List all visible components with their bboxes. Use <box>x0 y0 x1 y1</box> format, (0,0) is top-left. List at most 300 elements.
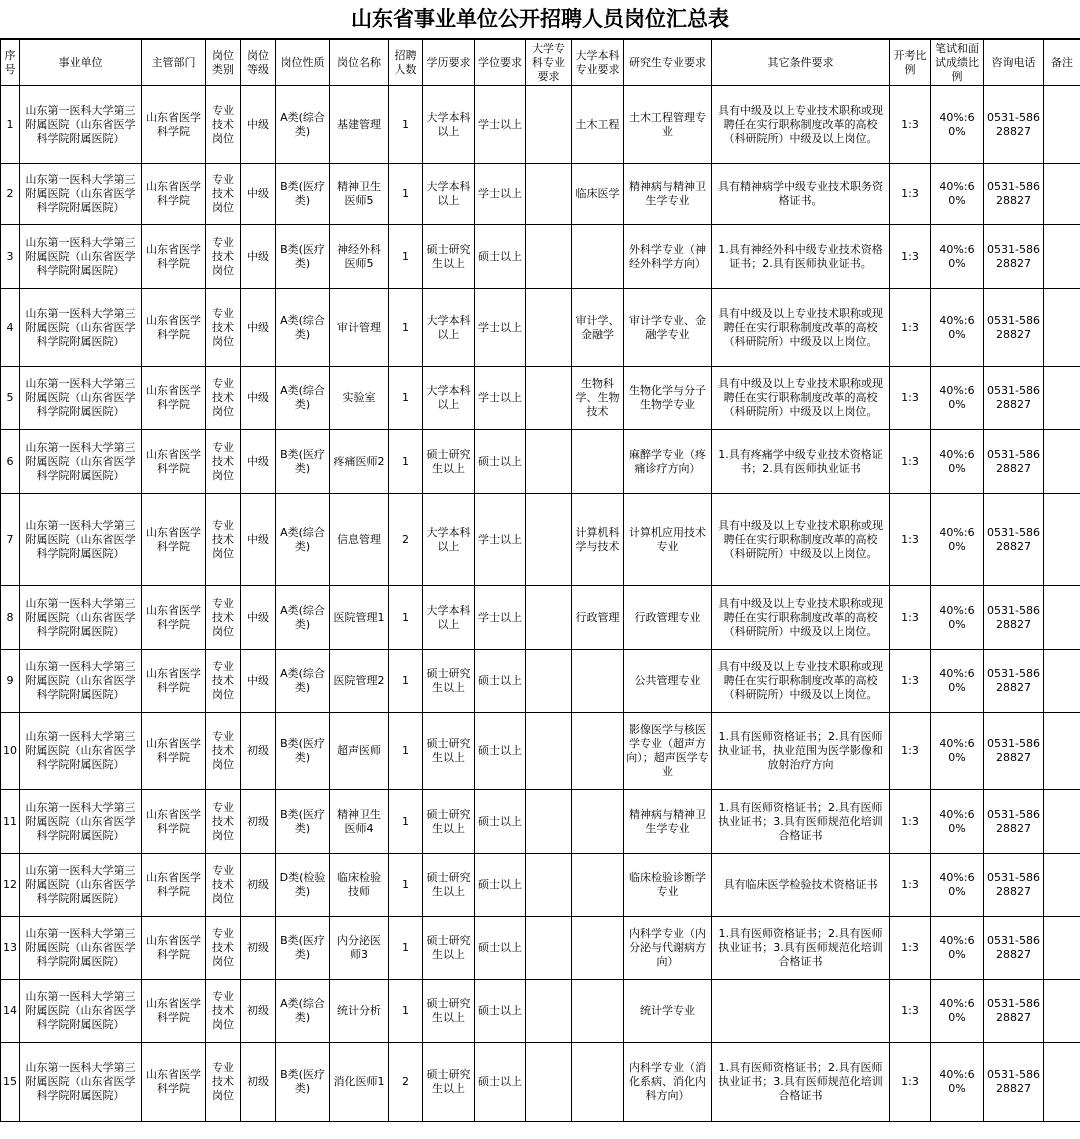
cell-post-grade: 初级 <box>241 1043 276 1122</box>
cell-bachelor-major <box>572 713 624 790</box>
cell-bachelor-major <box>572 790 624 854</box>
cell-college-major <box>526 980 572 1043</box>
cell-department: 山东省医学科学院 <box>142 494 206 586</box>
cell-degree: 硕士以上 <box>475 713 526 790</box>
cell-graduate-major: 临床检验诊断学专业 <box>624 854 712 917</box>
cell-post-grade: 中级 <box>241 650 276 713</box>
cell-bachelor-major: 计算机科学与技术 <box>572 494 624 586</box>
col-header-post-name: 岗位名称 <box>330 40 389 86</box>
cell-bachelor-major <box>572 225 624 289</box>
cell-department: 山东省医学科学院 <box>142 917 206 980</box>
cell-college-major <box>526 86 572 164</box>
cell-headcount: 2 <box>389 494 423 586</box>
cell-remarks <box>1044 367 1080 430</box>
cell-graduate-major: 麻醉学专业（疼痛诊疗方向） <box>624 430 712 494</box>
cell-headcount: 2 <box>389 1043 423 1122</box>
cell-other-conditions: 具有中级及以上专业技术职称或现聘任在实行职称制度改革的高校（科研院所）中级及以上岗位。 <box>712 650 890 713</box>
cell-headcount: 1 <box>389 854 423 917</box>
table-row <box>1 225 1080 289</box>
cell-college-major <box>526 854 572 917</box>
cell-department: 山东省医学科学院 <box>142 713 206 790</box>
cell-post-name: 医院管理1 <box>330 586 389 650</box>
cell-institution: 山东第一医科大学第三附属医院（山东省医学科学院附属医院） <box>20 1043 142 1122</box>
cell-institution: 山东第一医科大学第三附属医院（山东省医学科学院附属医院） <box>20 650 142 713</box>
cell-degree: 硕士以上 <box>475 430 526 494</box>
cell-headcount: 1 <box>389 86 423 164</box>
col-header-remarks: 备注 <box>1044 40 1080 86</box>
table-row <box>1 289 1080 367</box>
cell-post-category: 专业技术岗位 <box>206 430 241 494</box>
cell-exam-ratio: 1:3 <box>890 430 931 494</box>
cell-post-grade: 初级 <box>241 790 276 854</box>
cell-exam-ratio: 1:3 <box>890 586 931 650</box>
cell-degree: 学士以上 <box>475 164 526 225</box>
col-header-headcount: 招聘人数 <box>389 40 423 86</box>
cell-graduate-major: 审计学专业、金融学专业 <box>624 289 712 367</box>
cell-remarks <box>1044 650 1080 713</box>
cell-post-category: 专业技术岗位 <box>206 790 241 854</box>
table-row <box>1 164 1080 225</box>
cell-post-name: 临床检验技师 <box>330 854 389 917</box>
cell-phone: 0531-58628827 <box>984 1043 1044 1122</box>
cell-exam-ratio: 1:3 <box>890 1043 931 1122</box>
cell-headcount: 1 <box>389 225 423 289</box>
cell-other-conditions: 具有中级及以上专业技术职称或现聘任在实行职称制度改革的高校（科研院所）中级及以上岗位。 <box>712 86 890 164</box>
cell-other-conditions <box>712 980 890 1043</box>
cell-education: 硕士研究生以上 <box>423 430 475 494</box>
cell-college-major <box>526 586 572 650</box>
table-row <box>1 430 1080 494</box>
cell-headcount: 1 <box>389 790 423 854</box>
cell-index: 12 <box>1 854 20 917</box>
cell-department: 山东省医学科学院 <box>142 164 206 225</box>
cell-score-ratio: 40%:60% <box>931 650 984 713</box>
cell-graduate-major: 内科学专业（消化系病、消化内科方向） <box>624 1043 712 1122</box>
cell-degree: 硕士以上 <box>475 917 526 980</box>
cell-headcount: 1 <box>389 980 423 1043</box>
cell-post-category: 专业技术岗位 <box>206 367 241 430</box>
cell-institution: 山东第一医科大学第三附属医院（山东省医学科学院附属医院） <box>20 713 142 790</box>
cell-institution: 山东第一医科大学第三附属医院（山东省医学科学院附属医院） <box>20 225 142 289</box>
cell-post-nature: B类(医疗类) <box>276 430 330 494</box>
cell-post-grade: 中级 <box>241 289 276 367</box>
cell-education: 大学本科以上 <box>423 289 475 367</box>
cell-index: 11 <box>1 790 20 854</box>
table-row <box>1 367 1080 430</box>
cell-education: 硕士研究生以上 <box>423 790 475 854</box>
cell-department: 山东省医学科学院 <box>142 1043 206 1122</box>
cell-graduate-major: 统计学专业 <box>624 980 712 1043</box>
cell-remarks <box>1044 86 1080 164</box>
col-header-index: 序号 <box>1 40 20 86</box>
cell-post-category: 专业技术岗位 <box>206 494 241 586</box>
cell-exam-ratio: 1:3 <box>890 713 931 790</box>
cell-other-conditions: 具有精神病学中级专业技术职务资格证书。 <box>712 164 890 225</box>
cell-other-conditions: 具有中级及以上专业技术职称或现聘任在实行职称制度改革的高校（科研院所）中级及以上岗位。 <box>712 586 890 650</box>
cell-index: 15 <box>1 1043 20 1122</box>
table-row <box>1 586 1080 650</box>
cell-post-nature: D类(检验类) <box>276 854 330 917</box>
cell-phone: 0531-58628827 <box>984 86 1044 164</box>
table-body <box>1 86 1080 1122</box>
col-header-degree: 学位要求 <box>475 40 526 86</box>
cell-score-ratio: 40%:60% <box>931 86 984 164</box>
cell-score-ratio: 40%:60% <box>931 854 984 917</box>
cell-remarks <box>1044 164 1080 225</box>
cell-remarks <box>1044 980 1080 1043</box>
cell-institution: 山东第一医科大学第三附属医院（山东省医学科学院附属医院） <box>20 586 142 650</box>
cell-degree: 硕士以上 <box>475 790 526 854</box>
cell-post-name: 基建管理 <box>330 86 389 164</box>
cell-bachelor-major <box>572 430 624 494</box>
col-header-post-grade: 岗位等级 <box>241 40 276 86</box>
cell-score-ratio: 40%:60% <box>931 586 984 650</box>
cell-post-nature: B类(医疗类) <box>276 225 330 289</box>
cell-college-major <box>526 790 572 854</box>
cell-department: 山东省医学科学院 <box>142 289 206 367</box>
cell-other-conditions: 1.具有医师资格证书；2.具有医师执业证书；3.具有医师规范化培训合格证书 <box>712 790 890 854</box>
cell-headcount: 1 <box>389 164 423 225</box>
cell-exam-ratio: 1:3 <box>890 86 931 164</box>
cell-remarks <box>1044 225 1080 289</box>
cell-post-name: 审计管理 <box>330 289 389 367</box>
cell-post-category: 专业技术岗位 <box>206 713 241 790</box>
cell-degree: 学士以上 <box>475 86 526 164</box>
cell-post-nature: A类(综合类) <box>276 650 330 713</box>
cell-post-name: 实验室 <box>330 367 389 430</box>
cell-degree: 硕士以上 <box>475 1043 526 1122</box>
cell-post-nature: A类(综合类) <box>276 494 330 586</box>
cell-education: 大学本科以上 <box>423 164 475 225</box>
cell-post-nature: A类(综合类) <box>276 367 330 430</box>
cell-index: 4 <box>1 289 20 367</box>
cell-phone: 0531-58628827 <box>984 164 1044 225</box>
table-row <box>1 917 1080 980</box>
cell-index: 5 <box>1 367 20 430</box>
cell-remarks <box>1044 713 1080 790</box>
recruitment-table <box>0 39 1080 1122</box>
cell-college-major <box>526 430 572 494</box>
cell-department: 山东省医学科学院 <box>142 790 206 854</box>
cell-education: 硕士研究生以上 <box>423 1043 475 1122</box>
cell-exam-ratio: 1:3 <box>890 980 931 1043</box>
cell-post-category: 专业技术岗位 <box>206 86 241 164</box>
cell-post-grade: 中级 <box>241 494 276 586</box>
table-row <box>1 494 1080 586</box>
cell-institution: 山东第一医科大学第三附属医院（山东省医学科学院附属医院） <box>20 164 142 225</box>
cell-degree: 学士以上 <box>475 586 526 650</box>
cell-post-grade: 中级 <box>241 367 276 430</box>
cell-bachelor-major: 审计学、金融学 <box>572 289 624 367</box>
col-header-other-conditions: 其它条件要求 <box>712 40 890 86</box>
cell-post-name: 超声医师 <box>330 713 389 790</box>
cell-post-grade: 中级 <box>241 430 276 494</box>
cell-graduate-major: 行政管理专业 <box>624 586 712 650</box>
cell-college-major <box>526 917 572 980</box>
cell-headcount: 1 <box>389 289 423 367</box>
cell-education: 硕士研究生以上 <box>423 713 475 790</box>
cell-index: 10 <box>1 713 20 790</box>
cell-graduate-major: 内科学专业（内分泌与代谢病方向） <box>624 917 712 980</box>
col-header-department: 主管部门 <box>142 40 206 86</box>
table-row <box>1 86 1080 164</box>
cell-institution: 山东第一医科大学第三附属医院（山东省医学科学院附属医院） <box>20 367 142 430</box>
cell-post-category: 专业技术岗位 <box>206 586 241 650</box>
cell-exam-ratio: 1:3 <box>890 164 931 225</box>
cell-index: 6 <box>1 430 20 494</box>
cell-bachelor-major: 生物科学、生物技术 <box>572 367 624 430</box>
cell-index: 8 <box>1 586 20 650</box>
cell-degree: 学士以上 <box>475 367 526 430</box>
cell-post-grade: 中级 <box>241 586 276 650</box>
cell-graduate-major: 精神病与精神卫生学专业 <box>624 790 712 854</box>
cell-phone: 0531-58628827 <box>984 713 1044 790</box>
cell-bachelor-major <box>572 980 624 1043</box>
col-header-phone: 咨询电话 <box>984 40 1044 86</box>
cell-score-ratio: 40%:60% <box>931 494 984 586</box>
cell-college-major <box>526 713 572 790</box>
cell-bachelor-major: 行政管理 <box>572 586 624 650</box>
cell-department: 山东省医学科学院 <box>142 650 206 713</box>
col-header-post-nature: 岗位性质 <box>276 40 330 86</box>
cell-college-major <box>526 494 572 586</box>
cell-institution: 山东第一医科大学第三附属医院（山东省医学科学院附属医院） <box>20 289 142 367</box>
cell-post-name: 精神卫生医师4 <box>330 790 389 854</box>
cell-other-conditions: 1.具有医师资格证书；2.具有医师执业证书，执业范围为医学影像和放射治疗方向 <box>712 713 890 790</box>
table-row <box>1 854 1080 917</box>
cell-department: 山东省医学科学院 <box>142 367 206 430</box>
table-row <box>1 650 1080 713</box>
col-header-institution: 事业单位 <box>20 40 142 86</box>
table-row <box>1 713 1080 790</box>
cell-phone: 0531-58628827 <box>984 430 1044 494</box>
cell-degree: 硕士以上 <box>475 854 526 917</box>
cell-post-name: 内分泌医师3 <box>330 917 389 980</box>
cell-exam-ratio: 1:3 <box>890 650 931 713</box>
cell-graduate-major: 计算机应用技术专业 <box>624 494 712 586</box>
cell-headcount: 1 <box>389 713 423 790</box>
cell-remarks <box>1044 586 1080 650</box>
cell-post-nature: A类(综合类) <box>276 289 330 367</box>
cell-institution: 山东第一医科大学第三附属医院（山东省医学科学院附属医院） <box>20 494 142 586</box>
cell-department: 山东省医学科学院 <box>142 980 206 1043</box>
cell-other-conditions: 具有中级及以上专业技术职称或现聘任在实行职称制度改革的高校（科研院所）中级及以上岗位。 <box>712 289 890 367</box>
cell-post-grade: 中级 <box>241 164 276 225</box>
cell-post-grade: 初级 <box>241 980 276 1043</box>
cell-score-ratio: 40%:60% <box>931 1043 984 1122</box>
cell-post-nature: B类(医疗类) <box>276 164 330 225</box>
cell-education: 硕士研究生以上 <box>423 225 475 289</box>
table-row <box>1 980 1080 1043</box>
cell-education: 硕士研究生以上 <box>423 917 475 980</box>
cell-college-major <box>526 225 572 289</box>
cell-post-category: 专业技术岗位 <box>206 289 241 367</box>
cell-post-name: 消化医师1 <box>330 1043 389 1122</box>
cell-headcount: 1 <box>389 586 423 650</box>
cell-phone: 0531-58628827 <box>984 917 1044 980</box>
cell-institution: 山东第一医科大学第三附属医院（山东省医学科学院附属医院） <box>20 430 142 494</box>
cell-institution: 山东第一医科大学第三附属医院（山东省医学科学院附属医院） <box>20 790 142 854</box>
cell-bachelor-major: 临床医学 <box>572 164 624 225</box>
cell-institution: 山东第一医科大学第三附属医院（山东省医学科学院附属医院） <box>20 854 142 917</box>
header-row <box>1 40 1080 86</box>
cell-remarks <box>1044 289 1080 367</box>
cell-education: 大学本科以上 <box>423 494 475 586</box>
cell-bachelor-major <box>572 650 624 713</box>
cell-post-nature: A类(综合类) <box>276 586 330 650</box>
cell-headcount: 1 <box>389 650 423 713</box>
cell-phone: 0531-58628827 <box>984 980 1044 1043</box>
cell-college-major <box>526 650 572 713</box>
page-title: 山东省事业单位公开招聘人员岗位汇总表 <box>0 0 1080 39</box>
cell-exam-ratio: 1:3 <box>890 854 931 917</box>
cell-other-conditions: 1.具有医师资格证书；2.具有医师执业证书；3.具有医师规范化培训合格证书 <box>712 1043 890 1122</box>
cell-post-nature: B类(医疗类) <box>276 1043 330 1122</box>
cell-exam-ratio: 1:3 <box>890 494 931 586</box>
cell-remarks <box>1044 854 1080 917</box>
cell-bachelor-major <box>572 1043 624 1122</box>
cell-headcount: 1 <box>389 430 423 494</box>
cell-post-nature: A类(综合类) <box>276 980 330 1043</box>
cell-bachelor-major <box>572 854 624 917</box>
cell-education: 硕士研究生以上 <box>423 854 475 917</box>
cell-education: 硕士研究生以上 <box>423 650 475 713</box>
cell-index: 7 <box>1 494 20 586</box>
cell-post-nature: B类(医疗类) <box>276 790 330 854</box>
cell-phone: 0531-58628827 <box>984 790 1044 854</box>
cell-post-nature: B类(医疗类) <box>276 917 330 980</box>
col-header-score-ratio: 笔试和面试成绩比例 <box>931 40 984 86</box>
cell-graduate-major: 精神病与精神卫生学专业 <box>624 164 712 225</box>
cell-phone: 0531-58628827 <box>984 289 1044 367</box>
table-row <box>1 790 1080 854</box>
cell-degree: 学士以上 <box>475 289 526 367</box>
cell-exam-ratio: 1:3 <box>890 367 931 430</box>
cell-phone: 0531-58628827 <box>984 367 1044 430</box>
cell-post-grade: 初级 <box>241 917 276 980</box>
cell-degree: 硕士以上 <box>475 980 526 1043</box>
cell-other-conditions: 1.具有医师资格证书；2.具有医师执业证书；3.具有医师规范化培训合格证书 <box>712 917 890 980</box>
cell-college-major <box>526 164 572 225</box>
cell-post-name: 精神卫生医师5 <box>330 164 389 225</box>
col-header-post-category: 岗位类别 <box>206 40 241 86</box>
cell-score-ratio: 40%:60% <box>931 289 984 367</box>
cell-college-major <box>526 1043 572 1122</box>
cell-phone: 0531-58628827 <box>984 586 1044 650</box>
cell-post-grade: 初级 <box>241 854 276 917</box>
cell-post-name: 统计分析 <box>330 980 389 1043</box>
cell-department: 山东省医学科学院 <box>142 854 206 917</box>
cell-exam-ratio: 1:3 <box>890 225 931 289</box>
cell-graduate-major: 公共管理专业 <box>624 650 712 713</box>
cell-post-name: 疼痛医师2 <box>330 430 389 494</box>
cell-phone: 0531-58628827 <box>984 494 1044 586</box>
cell-score-ratio: 40%:60% <box>931 225 984 289</box>
cell-other-conditions: 具有中级及以上专业技术职称或现聘任在实行职称制度改革的高校（科研院所）中级及以上岗位。 <box>712 367 890 430</box>
cell-other-conditions: 1.具有神经外科中级专业技术资格证书；2.具有医师执业证书。 <box>712 225 890 289</box>
cell-other-conditions: 具有临床医学检验技术资格证书 <box>712 854 890 917</box>
cell-index: 9 <box>1 650 20 713</box>
cell-education: 硕士研究生以上 <box>423 980 475 1043</box>
cell-post-category: 专业技术岗位 <box>206 650 241 713</box>
cell-exam-ratio: 1:3 <box>890 289 931 367</box>
cell-remarks <box>1044 430 1080 494</box>
cell-index: 3 <box>1 225 20 289</box>
cell-remarks <box>1044 790 1080 854</box>
cell-institution: 山东第一医科大学第三附属医院（山东省医学科学院附属医院） <box>20 86 142 164</box>
cell-headcount: 1 <box>389 367 423 430</box>
cell-education: 大学本科以上 <box>423 586 475 650</box>
cell-institution: 山东第一医科大学第三附属医院（山东省医学科学院附属医院） <box>20 917 142 980</box>
cell-post-nature: B类(医疗类) <box>276 713 330 790</box>
cell-remarks <box>1044 494 1080 586</box>
cell-remarks <box>1044 917 1080 980</box>
cell-education: 大学本科以上 <box>423 367 475 430</box>
cell-post-category: 专业技术岗位 <box>206 225 241 289</box>
cell-post-grade: 初级 <box>241 713 276 790</box>
cell-score-ratio: 40%:60% <box>931 790 984 854</box>
cell-post-category: 专业技术岗位 <box>206 164 241 225</box>
col-header-college-major: 大学专科专业要求 <box>526 40 572 86</box>
cell-post-grade: 中级 <box>241 86 276 164</box>
cell-graduate-major: 生物化学与分子生物学专业 <box>624 367 712 430</box>
cell-post-category: 专业技术岗位 <box>206 854 241 917</box>
cell-education: 大学本科以上 <box>423 86 475 164</box>
cell-score-ratio: 40%:60% <box>931 430 984 494</box>
cell-headcount: 1 <box>389 917 423 980</box>
cell-degree: 硕士以上 <box>475 650 526 713</box>
cell-exam-ratio: 1:3 <box>890 917 931 980</box>
cell-post-category: 专业技术岗位 <box>206 1043 241 1122</box>
cell-post-nature: A类(综合类) <box>276 86 330 164</box>
cell-score-ratio: 40%:60% <box>931 980 984 1043</box>
cell-post-grade: 中级 <box>241 225 276 289</box>
cell-department: 山东省医学科学院 <box>142 430 206 494</box>
cell-exam-ratio: 1:3 <box>890 790 931 854</box>
cell-other-conditions: 具有中级及以上专业技术职称或现聘任在实行职称制度改革的高校（科研院所）中级及以上岗位。 <box>712 494 890 586</box>
cell-degree: 学士以上 <box>475 494 526 586</box>
col-header-exam-ratio: 开考比例 <box>890 40 931 86</box>
cell-graduate-major: 影像医学与核医学专业（超声方向）；超声医学专业 <box>624 713 712 790</box>
cell-bachelor-major <box>572 917 624 980</box>
table-row <box>1 1043 1080 1122</box>
cell-other-conditions: 1.具有疼痛学中级专业技术资格证书；2.具有医师执业证书 <box>712 430 890 494</box>
cell-bachelor-major: 土木工程 <box>572 86 624 164</box>
cell-graduate-major: 外科学专业（神经外科学方向） <box>624 225 712 289</box>
col-header-education: 学历要求 <box>423 40 475 86</box>
cell-graduate-major: 土木工程管理专业 <box>624 86 712 164</box>
cell-degree: 硕士以上 <box>475 225 526 289</box>
cell-post-name: 神经外科医师5 <box>330 225 389 289</box>
cell-college-major <box>526 289 572 367</box>
cell-score-ratio: 40%:60% <box>931 713 984 790</box>
cell-index: 1 <box>1 86 20 164</box>
cell-phone: 0531-58628827 <box>984 650 1044 713</box>
cell-post-category: 专业技术岗位 <box>206 980 241 1043</box>
cell-department: 山东省医学科学院 <box>142 86 206 164</box>
cell-phone: 0531-58628827 <box>984 225 1044 289</box>
cell-post-category: 专业技术岗位 <box>206 917 241 980</box>
cell-college-major <box>526 367 572 430</box>
cell-phone: 0531-58628827 <box>984 854 1044 917</box>
cell-score-ratio: 40%:60% <box>931 164 984 225</box>
cell-post-name: 医院管理2 <box>330 650 389 713</box>
cell-score-ratio: 40%:60% <box>931 917 984 980</box>
cell-index: 2 <box>1 164 20 225</box>
cell-index: 14 <box>1 980 20 1043</box>
cell-institution: 山东第一医科大学第三附属医院（山东省医学科学院附属医院） <box>20 980 142 1043</box>
cell-post-name: 信息管理 <box>330 494 389 586</box>
